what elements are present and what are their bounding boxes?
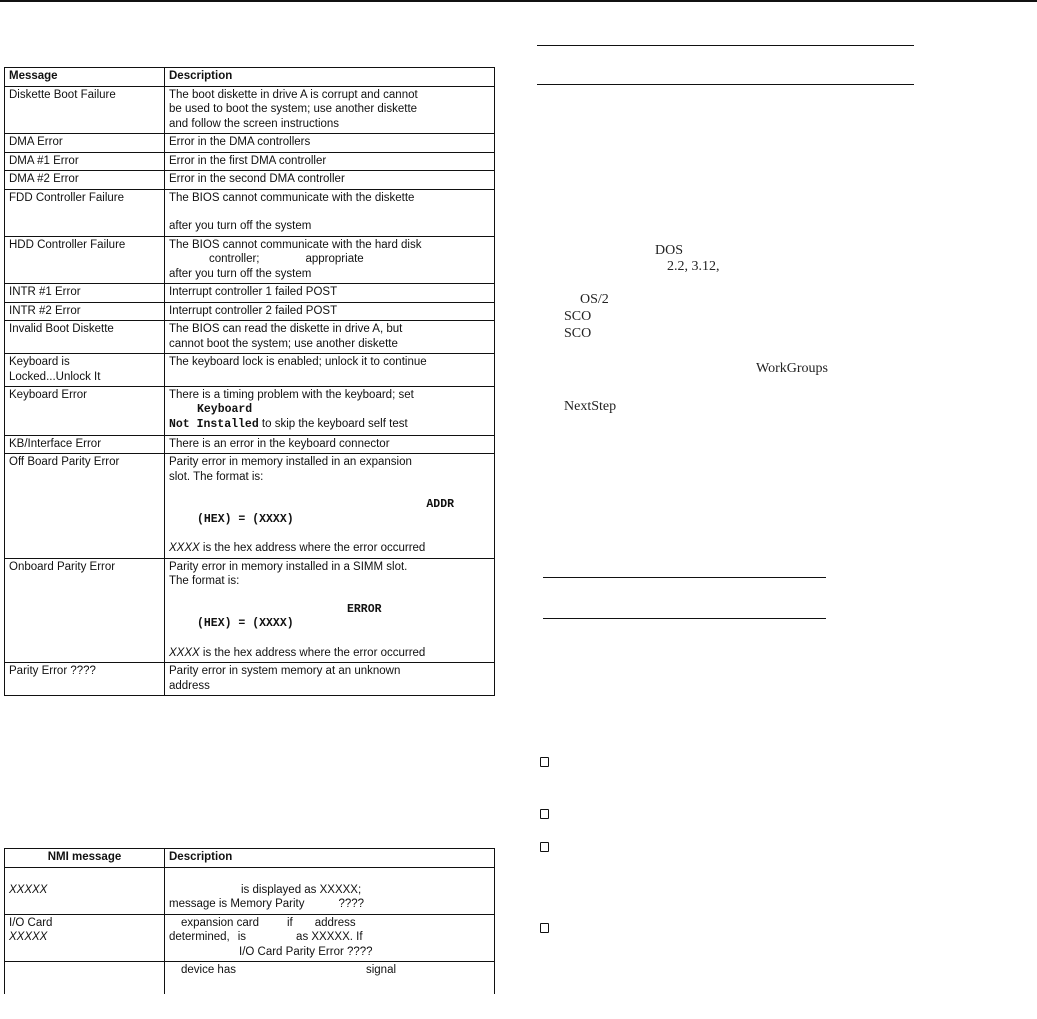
description-cell: The BIOS can read the diskette in drive A, but cannot boot the system; use another diskette (169, 323, 403, 350)
os2-label: OS/2 (580, 292, 609, 307)
message-cell: HDD Controller Failure (5, 236, 165, 284)
checkbox-icon[interactable] (540, 809, 549, 819)
description-cell: Parity error in memory installed in a SIMM slot. The format is: ERROR (HEX) = (XXXX) XXXX is the hex address where the error occurred (169, 560, 426, 659)
message-cell: XXXXX (5, 867, 165, 914)
message-cell: Off Board Parity Error (5, 454, 165, 559)
column-header-description: Description (169, 70, 233, 82)
rule-line (537, 84, 914, 85)
table-row (5, 171, 495, 190)
table-row (5, 663, 495, 696)
message-cell: Invalid Boot Diskette (5, 321, 165, 354)
description-cell: The BIOS cannot communicate with the hard disk controller; appropriate after you turn off the system (169, 238, 422, 280)
description-cell: There is a timing problem with the keyboard; set Keyboard Not Installed to skip the keyboard self test (169, 389, 414, 431)
message-cell: DMA Error (5, 134, 165, 153)
table-row (5, 189, 495, 236)
description-cell: The keyboard lock is enabled; unlock it to continue (169, 356, 427, 368)
description-cell: Parity error in memory installed in an expansion slot. The format is: ADDR (HEX) = (XXXX) XXXX is the hex address where the error occurred (169, 456, 454, 554)
column-header-description: Description (169, 851, 233, 863)
column-header-nmi-message: NMI message (5, 849, 165, 868)
rule-line (543, 577, 826, 578)
table-header-row (5, 849, 495, 868)
sco-label-1: SCO (564, 309, 592, 324)
table-row (5, 236, 495, 284)
table-row (5, 354, 495, 387)
nmi-messages-table (4, 848, 495, 994)
description-cell: Interrupt controller 1 failed POST (169, 286, 338, 298)
message-cell: Diskette Boot Failure (5, 86, 165, 134)
table-row (5, 284, 495, 303)
description-cell: The boot diskette in drive A is corrupt and cannot be used to boot the system; use another diskette and follow the screen instructions (169, 88, 418, 130)
message-cell: Parity Error ???? (5, 663, 165, 696)
description-cell: device has signal (181, 964, 397, 976)
description-cell: is displayed as XXXXX; message is Memory Parity ???? (169, 883, 365, 910)
rule-line (543, 618, 826, 619)
message-cell: FDD Controller Failure (5, 189, 165, 236)
table-row (5, 321, 495, 354)
table-row (5, 867, 495, 914)
description-cell: Error in the DMA controllers (169, 136, 311, 148)
checkbox-icon[interactable] (540, 757, 549, 767)
rule-line (537, 45, 914, 46)
table-row (5, 435, 495, 454)
table-row (5, 134, 495, 153)
description-cell: Interrupt controller 2 failed POST (169, 304, 338, 317)
table-row (5, 302, 495, 321)
description-cell: expansion card if address determined, is as XXXXX. If I/O Card Parity Error ???? (169, 916, 373, 958)
message-cell: DMA #1 Error (5, 152, 165, 171)
message-cell: Keyboard is Locked...Unlock It (5, 354, 165, 387)
checkbox-icon[interactable] (540, 842, 549, 852)
table-row (5, 86, 495, 134)
table-row (5, 152, 495, 171)
message-cell: KB/Interface Error (5, 435, 165, 454)
dos-label: DOS (655, 243, 684, 258)
message-cell: INTR #1 Error (5, 284, 165, 303)
top-rule (0, 0, 1037, 2)
message-cell: Keyboard Error (5, 387, 165, 436)
table-row (5, 387, 495, 436)
nextstep-label: NextStep (564, 399, 617, 414)
message-cell: I/O Card XXXXX (5, 914, 165, 962)
description-cell: Parity error in system memory at an unknown address (169, 665, 401, 692)
message-cell: INTR #2 Error (5, 302, 165, 321)
description-cell: Error in the second DMA controller (169, 173, 345, 185)
checkbox-icon[interactable] (540, 923, 549, 933)
table-row (5, 454, 495, 559)
message-cell: DMA #2 Error (5, 171, 165, 190)
table-row (5, 914, 495, 962)
column-header-message: Message (5, 68, 165, 87)
workgroups-label: WorkGroups (756, 361, 828, 376)
description-cell: The BIOS cannot communicate with the diskette after you turn off the system (169, 191, 415, 232)
version-numbers: 2.2, 3.12, (667, 259, 720, 274)
description-cell: There is an error in the keyboard connector (169, 437, 390, 450)
error-messages-table (4, 67, 495, 696)
description-cell: Error in the first DMA controller (169, 154, 327, 167)
table-header-row (5, 68, 495, 87)
message-cell: Onboard Parity Error (5, 558, 165, 663)
table-row (5, 962, 495, 994)
message-cell (5, 962, 165, 994)
sco-label-2: SCO (564, 326, 592, 341)
table-row (5, 558, 495, 663)
